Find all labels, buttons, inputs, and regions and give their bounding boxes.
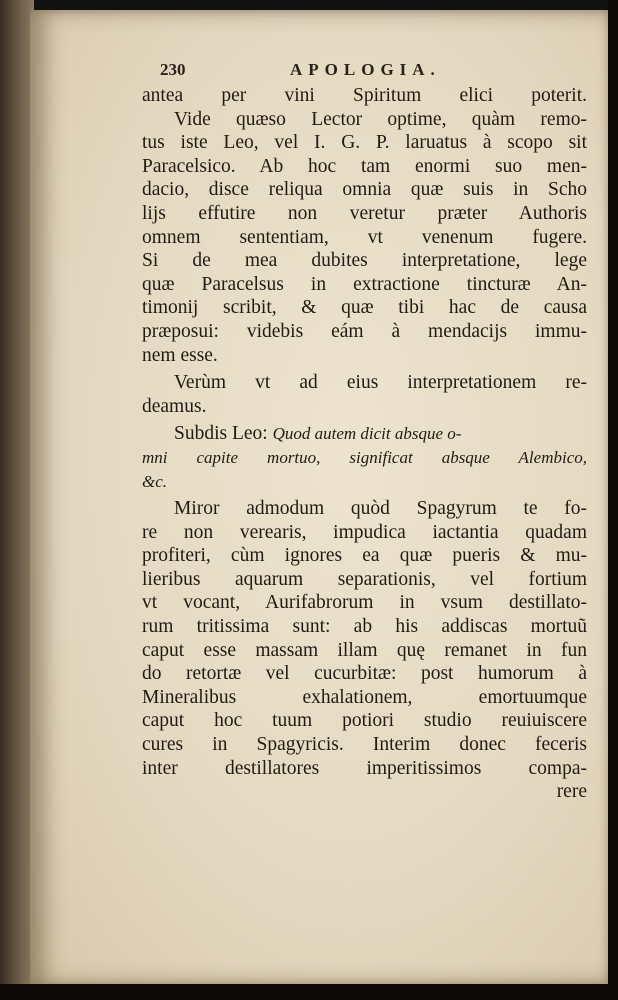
running-title: APOLOGIA.: [290, 60, 441, 79]
text-line: præposui: videbis eám à mendacijs immu-: [142, 320, 587, 342]
text-line: antea per vini Spiritum elici poterit.: [142, 85, 587, 106]
text-line: quæ Paracelsus in extractione tincturæ An-: [142, 273, 587, 295]
text-line: timonij scribit, & quæ tibi hac de causa: [142, 297, 587, 319]
text-line: caput esse massam illam quę remanet in fun: [142, 639, 587, 661]
book-gutter: [0, 0, 34, 1000]
text-line: rum tritissima sunt: ab his addiscas mortuũ: [142, 616, 587, 638]
text-line: Vide quæso Lector optime, quàm remo-: [174, 108, 587, 130]
catchword: rere: [556, 781, 587, 803]
italic-quotation: Quod autem dicit absque o-: [272, 424, 462, 444]
text-line: omnem sententiam, vt venenum fugere.: [142, 226, 587, 248]
italic-quotation: &c.: [142, 471, 168, 491]
text-line: Si de mea dubites interpretatione, lege: [142, 250, 587, 272]
text-line: Verùm vt ad eius interpretationem re-: [174, 372, 587, 394]
running-head: [160, 60, 460, 84]
text-line: Mineralibus exhalationem, emortuumque: [142, 686, 587, 708]
bottom-edge-shadow: [0, 984, 618, 1000]
text-line: Miror admodum quòd Spagyrum te fo-: [174, 498, 587, 520]
text-line: lijs effutire non veretur præter Authoris: [142, 202, 587, 224]
body-text: [142, 84, 587, 804]
text-line: lieribus aquarum separationis, vel fortium: [142, 568, 587, 590]
text-line: deamus.: [142, 395, 207, 417]
text-line: vt vocant, Aurifabrorum in vsum destillato-: [142, 592, 587, 614]
text-line: inter destillatores imperitissimos compa-: [142, 757, 587, 779]
page-edge-shadow: [608, 0, 618, 1000]
quotation-intro: Subdis Leo:: [174, 423, 268, 445]
text-line: profiteri, cùm ignores ea quæ pueris & mu-: [142, 545, 587, 567]
text-line: Paracelsico. Ab hoc tam enormi suo men-: [142, 155, 587, 177]
text-line: tus iste Leo, vel I. G. P. laruatus à scopo sit: [142, 132, 587, 154]
page-number: 230: [160, 60, 186, 79]
text-line: re non verearis, impudica iactantia quadam: [142, 521, 587, 543]
text-line: do retortæ vel cucurbitæ: post humorum à: [142, 663, 587, 685]
text-line: dacio, disce reliqua omnia quæ suis in Scho: [142, 179, 587, 201]
text-line: caput hoc tuum potiori studio reuiuiscere: [142, 710, 587, 732]
text-line: nem esse.: [142, 344, 218, 366]
text-line: cures in Spagyricis. Interim donec feceris: [142, 734, 587, 756]
quotation-line: [142, 422, 587, 446]
italic-quotation: mni capite mortuo, significat absque Alembico,: [142, 447, 587, 467]
